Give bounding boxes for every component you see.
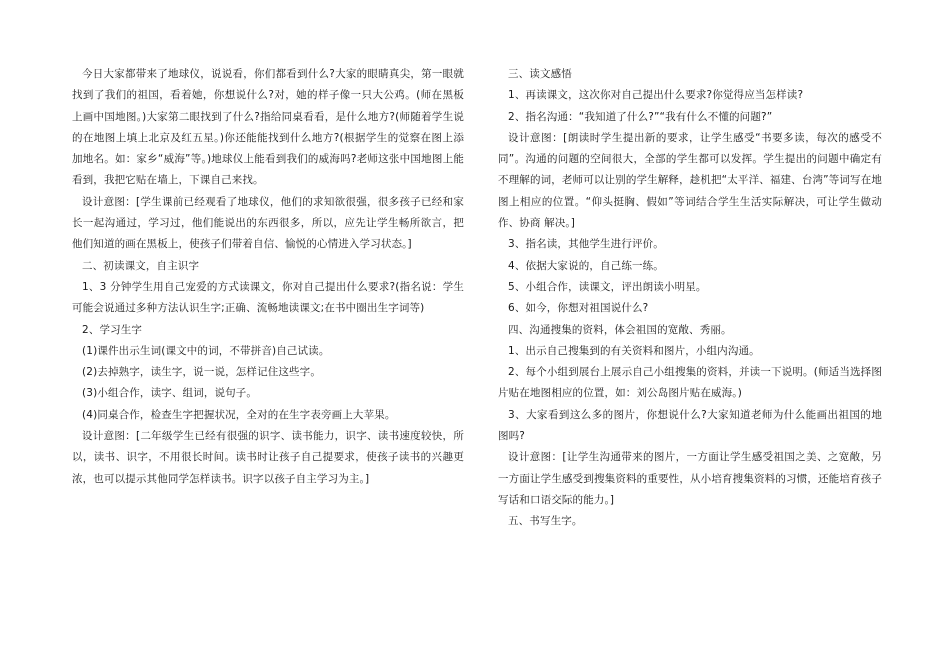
paragraph-design-intent-4: 设计意图：[让学生沟通带来的图片，一方面让学生感受祖国之美、之宽敞，另一方面让学生感受到搜集资料的重要性，从小培育搜集资料的习惯，还能培育孩子写话和口语交际的能力。] — [498, 451, 882, 506]
paragraph-substep-2: (2)去掉熟字，读生字，说一说，怎样记住这些字。 — [82, 366, 321, 379]
paragraph-group-display: 2、每个小组到展台上展示自己小组搜集的资料，并读一下说明。(师适当选择图片贴在地图相应的位置，如：刘公岛图片贴在威海。) — [498, 366, 882, 400]
paragraph-substep-4: (4)同桌合作，检查生字把握状况，全对的在生字表旁画上大苹果。 — [82, 408, 396, 421]
paragraph-intro: 今日大家都带来了地球仪，说说看，你们都看到什么?大家的眼睛真尖，第一眼就找到了我们的祖国，看着她，你想说什么?对，她的样子像一只大公鸡。(师在黑板上画中国地图。)大家第二眼找到了什么?指给同桌看看，是什么地方?(师随着学生说的在地图上填上北京及红五星。)你还能能找到什么地方?(根据学生的觉察在图上添加地名。如：家乡“威海”等。)地球仪上能看到我们的威海吗?老师这张中国地图上能看到，我把它贴在墙上，下课自己来找。 — [72, 68, 464, 187]
paragraph-discussion: 3、大家看到这么多的图片，你想说什么?大家知道老师为什么能画出祖国的地图吗? — [498, 408, 882, 443]
section-heading-4: 四、沟通搜集的资料，体会祖国的宽敞、秀丽。 — [508, 323, 732, 336]
paragraph-share: 2、指名沟通：“我知道了什么?”“我有什么不懂的问题?” — [508, 110, 773, 123]
left-column — [72, 64, 464, 490]
paragraph-step-1: 1、3 分钟学生用自己宠爱的方式读课文，你对自己提出什么要求?(指名说：学生可能会说通过多种方法认识生字;正确、流畅地读课文;在书中圈出生字词等) — [72, 280, 464, 315]
section-heading-3: 三、读文感悟 — [508, 68, 572, 80]
paragraph-design-intent-1: 设计意图：[学生课前已经观看了地球仪，他们的求知欲很强，很多孩子已经和家长一起沟通过，学习过，他们能说出的东西很多，所以，应先让学生畅所欲言，把他们知道的画在黑板上，使孩子们带着自信、愉悦的心情进入学习状态。] — [72, 195, 464, 251]
paragraph-evaluate: 3、指名读，其他学生进行评价。 — [508, 238, 664, 251]
paragraph-design-intent-2: 设计意图：[二年级学生已经有很强的识字、读书能力，识字、读书速度较快，所以，读书、识字，不用很长时间。读书时让孩子自己提要求，使孩子读书的兴趣更浓，也可以提示其他同学怎样读书。识字以孩子自主学习为主。] — [72, 430, 464, 485]
paragraph-reread: 1、再读课文，这次你对自己提出什么要求?你觉得应当怎样读? — [508, 89, 804, 102]
paragraph-substep-1: (1)课件出示生词(课文中的词，不带拼音)自己试读。 — [82, 344, 330, 357]
section-heading-2: 二、初读课文，自主识字 — [82, 259, 200, 272]
paragraph-design-intent-3: 设计意图：[朗读时学生提出新的要求，让学生感受“书要多读，每次的感受不同”。沟通的问题的空间很大，全部的学生都可以发挥。学生提出的问题中确定有不理解的词，老师可以让别的学生解释，趁机把“太平洋、福建、台湾”等词写在地图上相应的位置。“仰头挺胸、假如”等词结合学生生活实际解决，可让学生做动作、协商 解决。] — [498, 131, 882, 230]
right-column — [498, 64, 882, 533]
section-heading-5: 五、书写生字。 — [508, 515, 583, 528]
paragraph-step-2: 2、学习生字 — [82, 323, 143, 336]
paragraph-substep-3: (3)小组合作，读字、组词，说句子。 — [82, 387, 258, 400]
paragraph-show-materials: 1、出示自己搜集到的有关资料和图片，小组内沟通。 — [508, 344, 760, 357]
paragraph-say-to-country: 6、如今，你想对祖国说什么? — [508, 302, 649, 315]
paragraph-group-read: 5、小组合作，读课文，评出朗读小明星。 — [508, 280, 707, 293]
paragraph-practice: 4、依据大家说的，自己练一练。 — [508, 259, 664, 272]
